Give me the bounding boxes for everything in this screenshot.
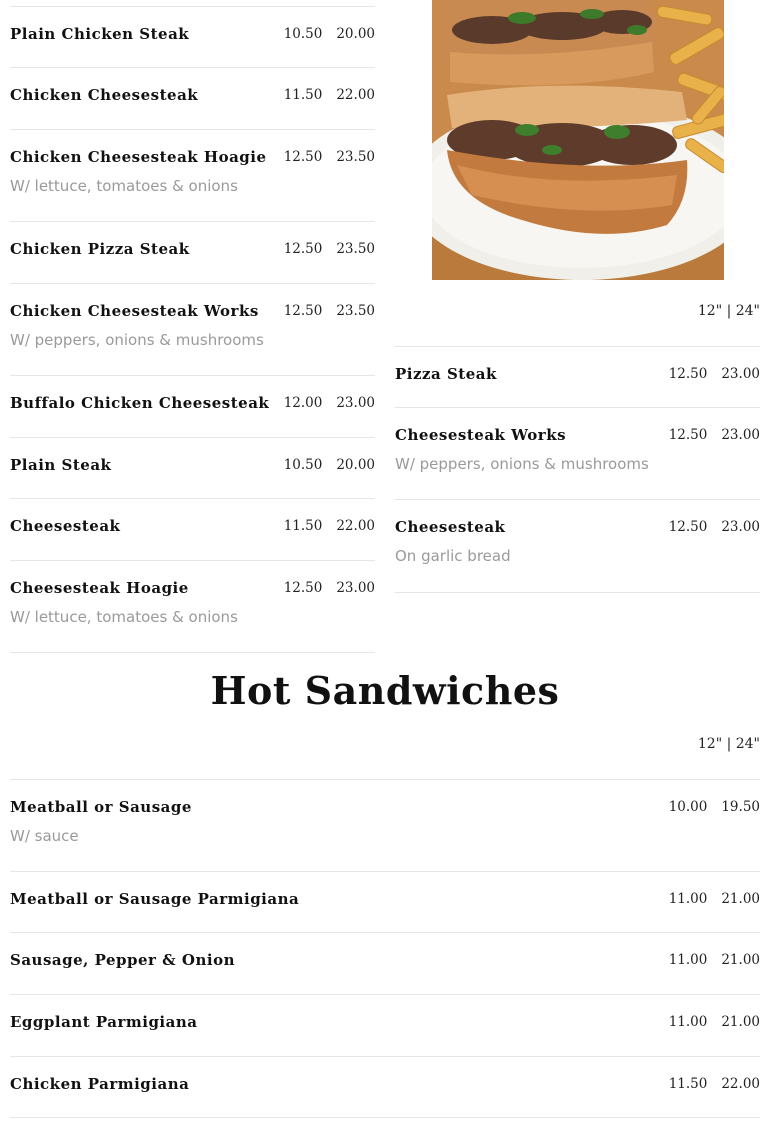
price-12: 10.50 [283,26,323,42]
price-24: 23.50 [336,303,375,319]
item-name: Eggplant Parmigiana [10,1013,198,1031]
menu-item [10,933,760,995]
size-header: 12" | 24" [697,303,760,319]
price-24: 22.00 [721,1076,760,1092]
item-name: Chicken Pizza Steak [10,240,190,258]
item-prices [669,1076,760,1092]
item-name: Buffalo Chicken Cheesesteak [10,394,270,412]
item-description: W/ peppers, onions & mushrooms [395,455,649,473]
price-12: 12.50 [283,303,323,319]
item-name: Meatball or Sausage [10,798,192,816]
price-24: 20.00 [336,457,375,473]
item-name: Sausage, Pepper & Onion [10,951,236,969]
menu-item [10,1057,760,1118]
item-prices [669,1014,760,1030]
item-name: Chicken Cheesesteak Works [10,302,259,320]
price-24: 23.00 [336,580,375,596]
price-12: 12.50 [668,427,708,443]
price-24: 21.00 [721,1014,760,1030]
price-24: 23.50 [336,241,375,257]
price-24: 20.00 [336,26,375,42]
item-name: Cheesesteak Hoagie [10,579,189,597]
item-description: W/ peppers, onions & mushrooms [10,331,264,349]
price-12: 11.00 [668,1014,708,1030]
item-name: Plain Steak [10,456,112,474]
item-prices [669,952,760,968]
item-description: W/ sauce [10,827,79,845]
price-24: 23.00 [336,395,375,411]
price-12: 12.50 [668,366,708,382]
price-24: 21.00 [721,952,760,968]
hot-sandwiches-section [10,0,760,1139]
section-title-hot-sandwiches: Hot Sandwiches [210,668,560,713]
item-name: Chicken Cheesesteak Hoagie [10,148,267,166]
price-12: 11.50 [283,87,323,103]
price-12: 10.50 [283,457,323,473]
size-header: 12" | 24" [697,736,760,752]
item-name: Plain Chicken Steak [10,25,190,43]
price-24: 23.00 [721,427,760,443]
menu-item [10,995,760,1057]
price-12: 12.50 [283,149,323,165]
price-12: 11.50 [668,1076,708,1092]
item-name: Cheesesteak [395,518,506,536]
item-name: Chicken Cheesesteak [10,86,199,104]
price-12: 12.50 [668,519,708,535]
item-name: Chicken Parmigiana [10,1075,190,1093]
item-name: Cheesesteak [10,517,121,535]
item-description: On garlic bread [395,547,511,565]
price-24: 22.00 [336,518,375,534]
menu-item [10,872,760,933]
menu-item [10,780,760,872]
item-name: Meatball or Sausage Parmigiana [10,890,300,908]
item-description: W/ lettuce, tomatoes & onions [10,177,238,195]
price-24: 21.00 [721,891,760,907]
price-12: 10.00 [668,799,708,815]
item-name: Pizza Steak [395,365,497,383]
item-name: Cheesesteak Works [395,426,567,444]
price-12: 11.00 [668,891,708,907]
price-24: 22.00 [336,87,375,103]
price-24: 19.50 [721,799,760,815]
price-12: 11.00 [668,952,708,968]
price-12: 12.00 [283,395,323,411]
item-prices [669,891,760,907]
price-12: 12.50 [283,580,323,596]
item-prices [669,799,760,815]
price-12: 11.50 [283,518,323,534]
price-24: 23.00 [721,519,760,535]
price-24: 23.50 [336,149,375,165]
price-24: 23.00 [721,366,760,382]
price-12: 12.50 [283,241,323,257]
item-description: W/ lettuce, tomatoes & onions [10,608,238,626]
